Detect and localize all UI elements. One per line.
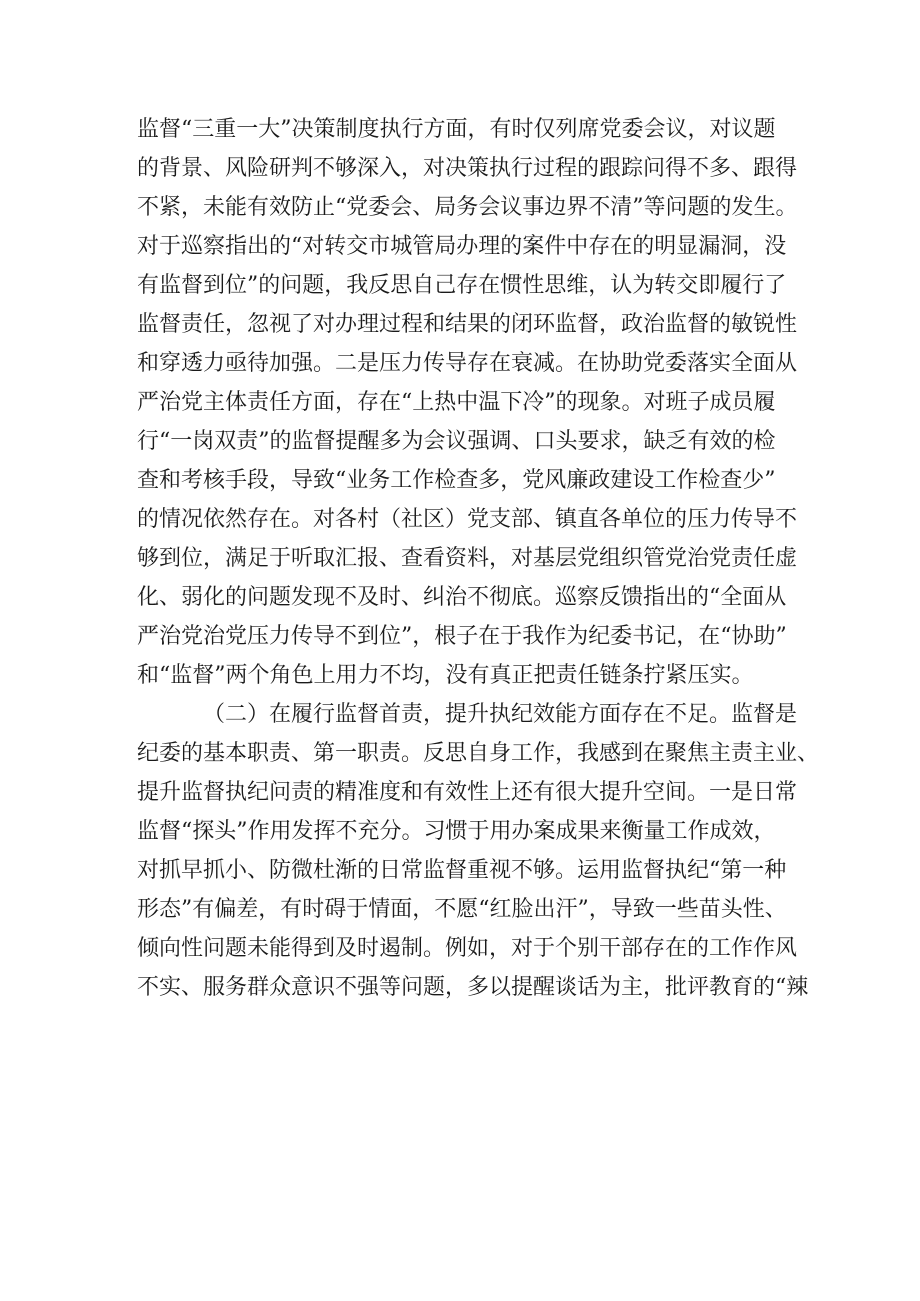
text-line: 严治党治党压力传导不到位”，根子在于我作为纪委书记，在“协助” — [137, 624, 787, 649]
text-line: 对于巡察指出的“对转交市城管局办理的案件中存在的明显漏洞，没 — [137, 234, 787, 259]
text-line: 行“一岗双责”的监督提醒多为会议强调、口头要求，缺乏有效的检 — [137, 429, 776, 454]
text-line: 不实、服务群众意识不强等问题，多以提醒谈话为主，批评教育的“辣 — [137, 975, 809, 1000]
text-line: 倾向性问题未能得到及时遏制。例如，对于个别干部存在的工作作风 — [137, 936, 798, 961]
document-body — [137, 110, 820, 1007]
text-line: 不紧，未能有效防止“党委会、局务会议事边界不清”等问题的发生。 — [137, 195, 798, 220]
text-line: 和“监督”两个角色上用力不均，没有真正把责任链条拧紧压实。 — [137, 663, 754, 688]
text-line: 纪委的基本职责、第一职责。反思自身工作，我感到在聚焦主责主业、 — [137, 741, 820, 766]
text-line: 提升监督执纪问责的精准度和有效性上还有很大提升空间。一是日常 — [137, 780, 798, 805]
text-line: 够到位，满足于听取汇报、查看资料，对基层党组织管党治党责任虚 — [137, 546, 798, 571]
text-line: 的情况依然存在。对各村（社区）党支部、镇直各单位的压力传导不 — [137, 507, 798, 532]
section-heading-line: （二）在履行监督首责，提升执纪效能方面存在不足。监督是 — [203, 702, 798, 727]
text-line: 监督“三重一大”决策制度执行方面，有时仅列席党委会议，对议题 — [137, 117, 776, 142]
text-line: 的背景、风险研判不够深入，对决策执行过程的跟踪问得不多、跟得 — [137, 156, 798, 181]
text-line: 查和考核手段，导致“业务工作检查多，党风廉政建设工作检查少” — [137, 468, 776, 493]
text-line: 和穿透力亟待加强。二是压力传导存在衰减。在协助党委落实全面从 — [137, 351, 798, 376]
text-line: 有监督到位”的问题，我反思自己存在惯性思维，认为转交即履行了 — [137, 273, 787, 298]
text-line: 化、弱化的问题发现不及时、纠治不彻底。巡察反馈指出的“全面从 — [137, 585, 787, 610]
text-line: 监督“探头”作用发挥不充分。习惯于用办案成果来衡量工作成效， — [137, 819, 776, 844]
text-line: 对抓早抓小、防微杜渐的日常监督重视不够。运用监督执纪“第一种 — [137, 858, 787, 883]
text-line: 严治党主体责任方面，存在“上热中温下冷”的现象。对班子成员履 — [137, 390, 776, 415]
text-line: 形态”有偏差，有时碍于情面，不愿“红脸出汗”，导致一些苗头性、 — [137, 897, 787, 922]
text-line: 监督责任，忽视了对办理过程和结果的闭环监督，政治监督的敏锐性 — [137, 312, 798, 337]
